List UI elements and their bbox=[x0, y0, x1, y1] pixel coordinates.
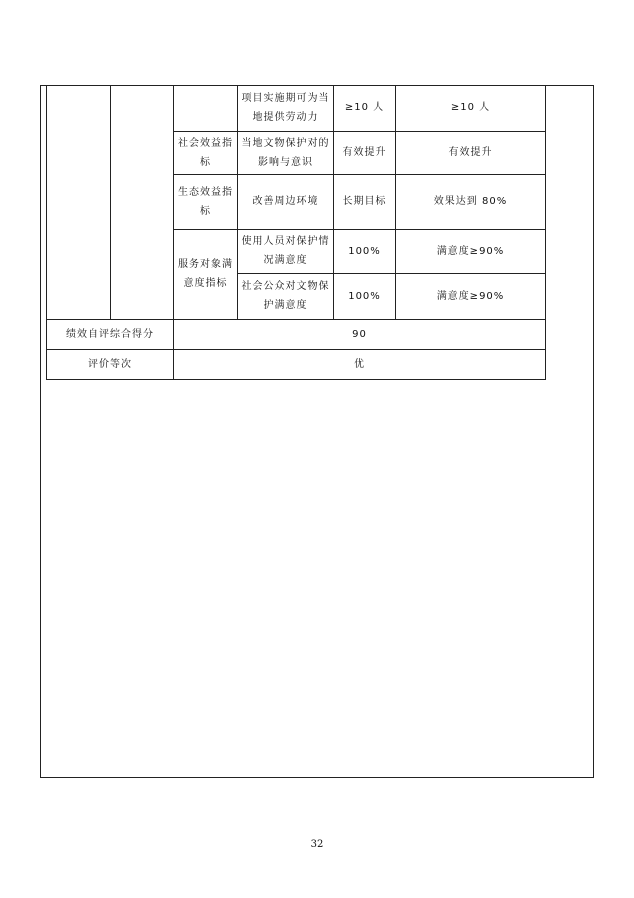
grade-value: 优 bbox=[174, 349, 546, 379]
grade-row bbox=[47, 349, 546, 379]
target-value-cell: 100% bbox=[334, 229, 396, 273]
actual-value-cell: 满意度≥90% bbox=[396, 229, 546, 273]
page-number: 32 bbox=[310, 839, 324, 850]
indicator-cell: 使用人员对保护情况满意度 bbox=[238, 229, 334, 273]
actual-value-cell: ≥10 人 bbox=[396, 85, 546, 131]
score-row bbox=[47, 319, 546, 349]
target-value-cell: 长期目标 bbox=[334, 174, 396, 229]
target-value-cell: 有效提升 bbox=[334, 131, 396, 174]
indicator-cell: 项目实施期可为当地提供劳动力 bbox=[238, 85, 334, 131]
score-value: 90 bbox=[174, 319, 546, 349]
level2-indicator-cell bbox=[111, 85, 174, 319]
score-label: 绩效自评综合得分 bbox=[47, 319, 174, 349]
grade-label: 评价等次 bbox=[47, 349, 174, 379]
indicator-cell: 改善周边环境 bbox=[238, 174, 334, 229]
indicator-cell: 社会公众对文物保护满意度 bbox=[238, 273, 334, 319]
actual-value-cell: 效果达到 80% bbox=[396, 174, 546, 229]
level3-indicator-cell: 服务对象满意度指标 bbox=[174, 229, 238, 319]
actual-value-cell: 满意度≥90% bbox=[396, 273, 546, 319]
performance-table bbox=[46, 85, 546, 380]
target-value-cell: ≥10 人 bbox=[334, 85, 396, 131]
level3-indicator-cell bbox=[174, 85, 238, 131]
indicator-cell: 当地文物保护对的影响与意识 bbox=[238, 131, 334, 174]
table-row bbox=[47, 85, 546, 131]
level1-indicator-cell bbox=[47, 85, 111, 319]
target-value-cell: 100% bbox=[334, 273, 396, 319]
level3-indicator-cell: 社会效益指标 bbox=[174, 131, 238, 174]
level3-indicator-cell: 生态效益指标 bbox=[174, 174, 238, 229]
actual-value-cell: 有效提升 bbox=[396, 131, 546, 174]
